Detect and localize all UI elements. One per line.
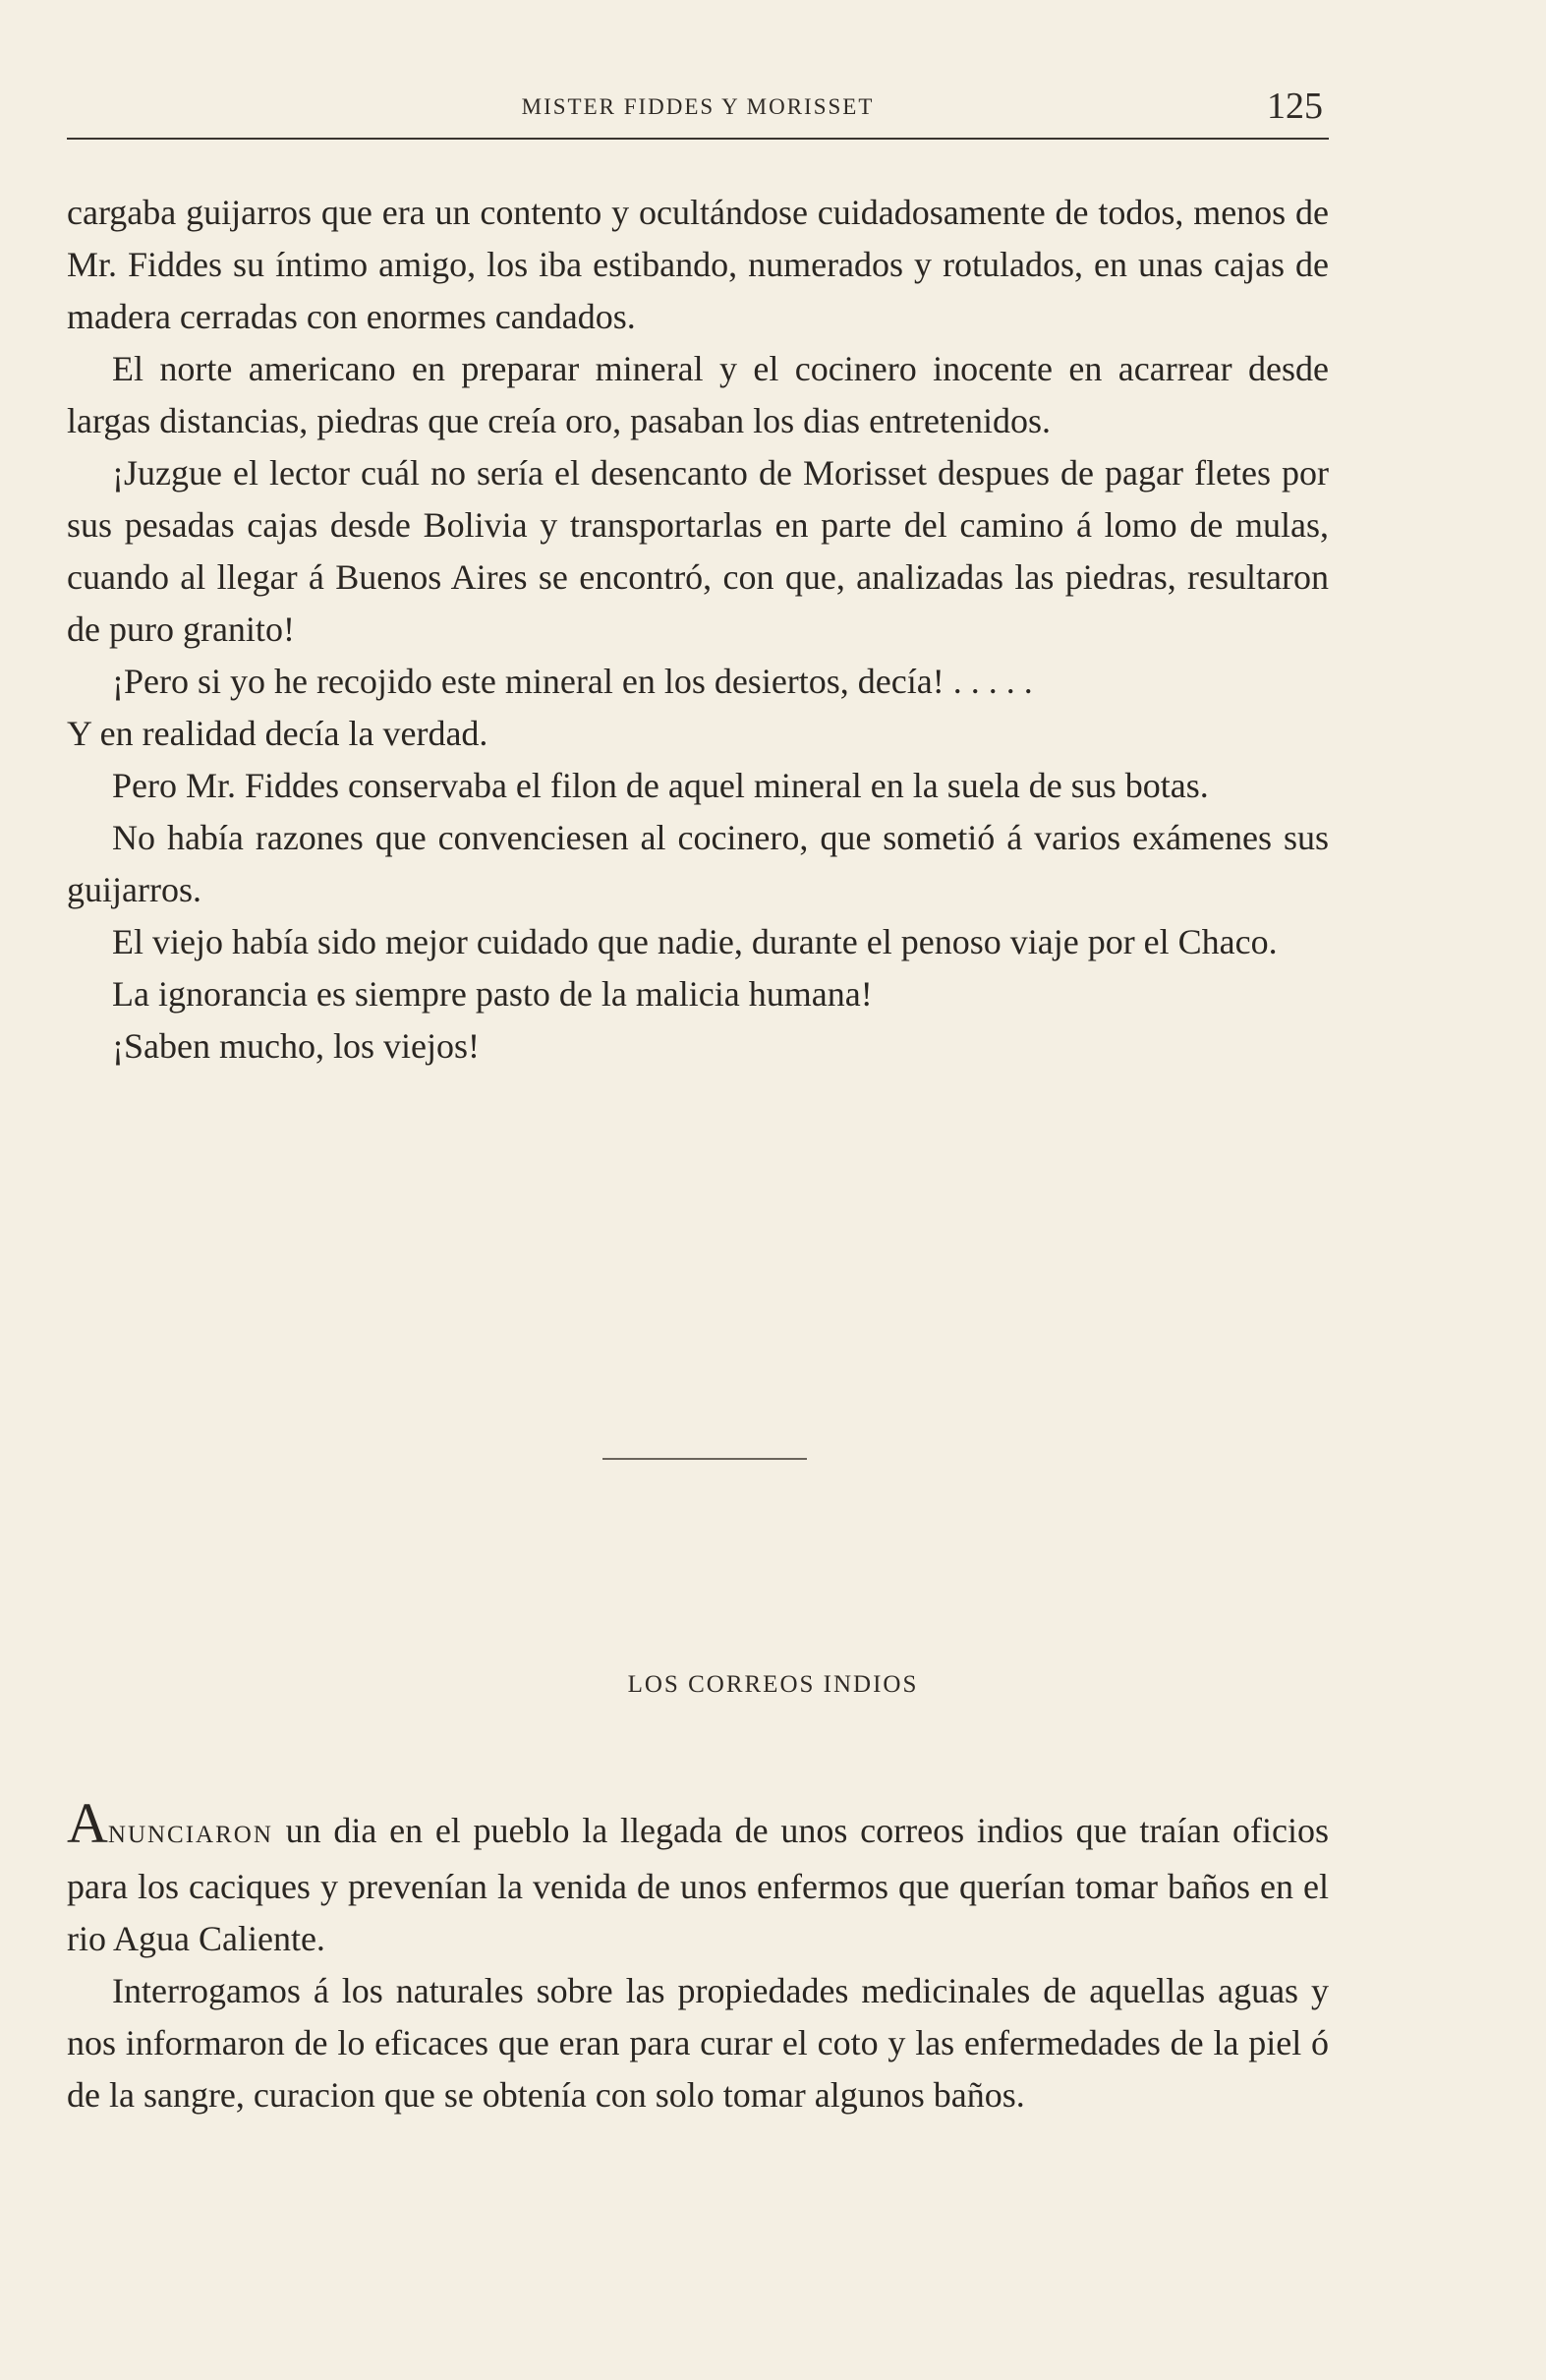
paragraph: ¡Saben mucho, los viejos! [112,1026,480,1066]
paragraph: El viejo había sido mejor cuidado que nadie, durante el penoso viaje por el Chaco. [112,922,1278,961]
running-title: MISTER FIDDES Y MORISSET [521,94,875,119]
paragraph: La ignorancia es siempre pasto de la malicia humana! [112,974,873,1014]
section-divider [602,1458,807,1460]
paragraph: cargaba guijarros que era un contento y ocultándose cuidadosamente de todos, menos de Mr. Fiddes su íntimo amigo, los iba estibando, numerados y rotulados, en unas cajas de madera cerradas con enormes candados. [67,193,1329,336]
paragraph: El norte americano en preparar mineral y el cocinero inocente en acarrear desde largas distancias, piedras que creía oro, pasaban los dias entretenidos. [67,349,1329,440]
section-title: LOS CORREOS INDIOS [627,1671,919,1698]
body-text [67,187,1329,1073]
paragraph: ¡Pero si yo he recojido este mineral en los desiertos, decía! . . . . . [112,662,1033,701]
small-caps-word: NUNCIARON [107,1822,273,1848]
drop-cap: A [67,1791,108,1855]
paragraph [67,1791,1329,1965]
page-header [67,86,1329,140]
paragraph: Interrogamos á los naturales sobre las propiedades medicinales de aquellas aguas y nos informaron de lo eficaces que eran para curar el coto y las enfermedades de la piel ó de la sangre, curacion que se obtenía con solo tomar algunos baños. [67,1971,1329,2115]
paragraph: ¡Juzgue el lector cuál no sería el desencanto de Morisset despues de pagar fletes por sus pesadas cajas desde Bolivia y transportarlas en parte del camino á lomo de mulas, cuando al llegar á Buenos Aires se encontró, con que, analizadas las piedras, resultaron de puro granito! [67,453,1329,649]
paragraph: No había razones que convenciesen al cocinero, que sometió á varios exámenes sus guijarros. [67,818,1329,909]
paragraph: Pero Mr. Fiddes conservaba el filon de aquel mineral en la suela de sus botas. [112,766,1209,805]
paragraph-rest: un dia en el pueblo la llegada de unos correos indios que traían oficios para los caciques y prevenían la venida de unos enfermos que querían tomar baños en el rio Agua Caliente. [67,1811,1329,1958]
section-text [67,1791,1329,2121]
paragraph: Y en realidad decía la verdad. [67,714,488,753]
page-number: 125 [1267,86,1323,127]
